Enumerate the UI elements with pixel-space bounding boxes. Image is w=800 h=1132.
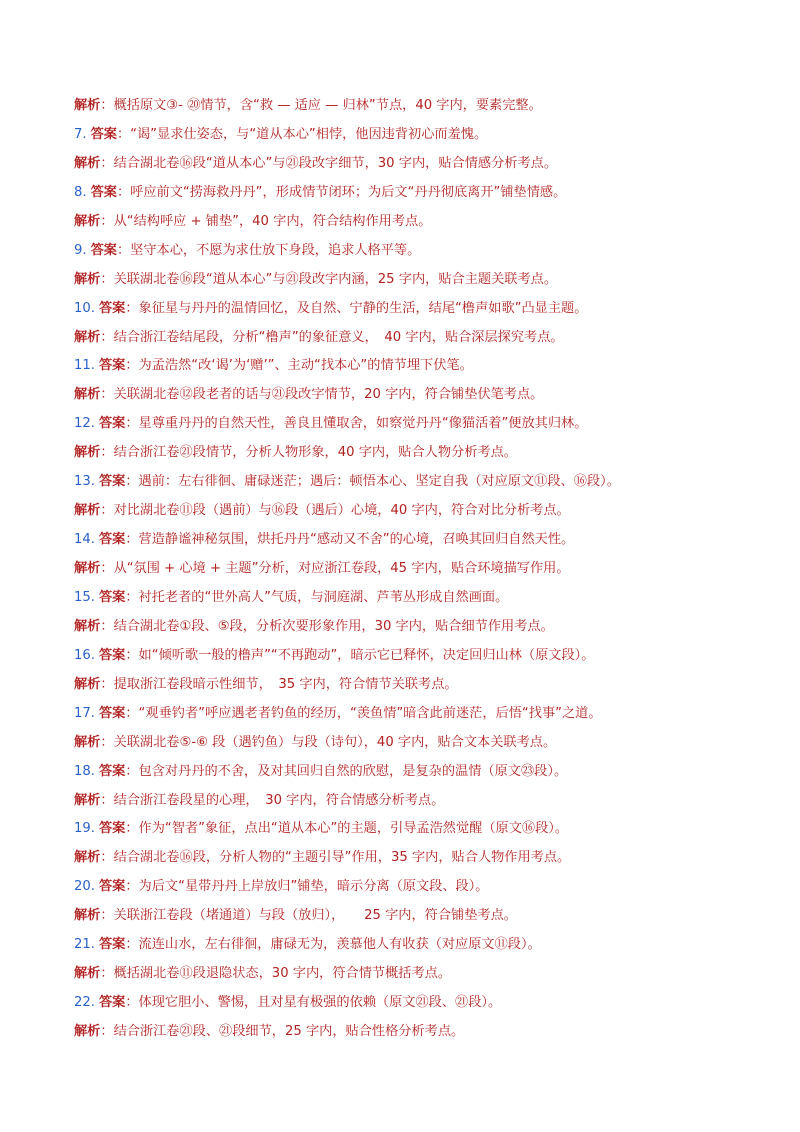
answer-line (74, 815, 764, 844)
analysis-line (74, 613, 764, 642)
line-text: 从“结构呼应 + 铺垫”，40 字内，符合结构作用考点。 (113, 213, 432, 229)
label-colon: ： (125, 763, 139, 779)
label-colon: ： (116, 126, 131, 142)
answer-label: 答案 (98, 995, 126, 1011)
question-number: 18. (74, 763, 95, 779)
answer-line (74, 295, 764, 324)
analysis-line (74, 497, 764, 526)
answer-line (74, 410, 764, 439)
question-number: 21. (74, 937, 95, 953)
analysis-line (74, 787, 764, 816)
label-colon: ： (100, 676, 114, 692)
analysis-line (74, 266, 764, 295)
analysis-line (74, 439, 764, 468)
analysis-label: 解析 (74, 966, 101, 982)
line-text: 呼应前文“捞海救丹丹”，形成情节闭环；为后文“丹丹彻底离开”铺垫情感。 (130, 184, 567, 200)
label-colon: ： (125, 416, 139, 432)
line-text: 营造静谧神秘氛围，烘托丹丹“感动又不舍”的心境，召唤其回归自然天性。 (138, 532, 575, 548)
answer-label: 答案 (98, 300, 126, 316)
answer-label: 答案 (98, 358, 126, 374)
answer-label: 答案 (90, 126, 117, 142)
label-colon: ： (100, 329, 114, 345)
analysis-line (74, 150, 764, 179)
answer-line (74, 642, 764, 671)
label-colon: ： (125, 705, 139, 721)
answer-label: 答案 (98, 647, 126, 663)
label-colon: ： (100, 98, 114, 113)
label-colon: ： (125, 937, 139, 953)
line-text: 结合湖北卷①段、⑤段，分析次要形象作用，30 字内，贴合细节作用考点。 (113, 618, 554, 634)
label-colon: ： (100, 387, 114, 403)
line-text: 结合浙江卷结尾段，分析“橹声”的象征意义， 40 字内，贴合深层探究考点。 (113, 329, 564, 345)
analysis-label: 解析 (74, 734, 101, 750)
line-text: 坚守本心，不愿为求仕放下身段，追求人格平等。 (130, 242, 421, 258)
label-colon: ： (116, 242, 131, 258)
analysis-line (74, 902, 764, 931)
line-text: 关联湖北卷⑤-⑥ 段（遇钓鱼）与段（诗句），40 字内，贴合文本关联考点。 (113, 734, 557, 750)
answer-line (74, 352, 764, 381)
answer-line (74, 931, 764, 960)
question-number: 17. (74, 705, 95, 721)
question-number: 7. (74, 126, 87, 142)
answer-label: 答案 (98, 937, 126, 953)
answer-line (74, 121, 764, 150)
line-text: 象征星与丹丹的温情回忆，及自然、宁静的生活，结尾“橹声如歌”凸显主题。 (138, 300, 588, 316)
label-colon: ： (100, 445, 114, 461)
label-colon: ： (100, 503, 114, 519)
analysis-line (74, 729, 764, 758)
answer-line (74, 758, 764, 787)
analysis-label: 解析 (74, 850, 101, 866)
label-colon: ： (100, 966, 114, 982)
question-number: 12. (74, 416, 95, 432)
label-colon: ： (100, 734, 114, 750)
line-text: 为后文“星带丹丹上岸放归”铺垫，暗示分离（原文段、段）。 (138, 879, 489, 895)
analysis-line (74, 671, 764, 700)
line-text: 体现它胆小、警惕，且对星有极强的依赖（原文㉑段、㉑段）。 (138, 995, 502, 1011)
answer-label: 答案 (98, 589, 126, 605)
analysis-label: 解析 (74, 908, 101, 924)
analysis-label: 解析 (74, 387, 101, 403)
line-text: 提取浙江卷段暗示性细节， 35 字内，符合情节关联考点。 (113, 676, 458, 692)
analysis-label: 解析 (74, 561, 101, 576)
label-colon: ： (100, 908, 114, 924)
line-text: 衬托老者的“世外高人”气质，与洞庭湖、芦苇丛形成自然画面。 (138, 589, 509, 605)
analysis-label: 解析 (74, 98, 101, 113)
line-text: 作为“智者”象征，点出“道从本心”的主题，引导孟浩然觉醒（原文⑯段）。 (138, 821, 569, 837)
line-text: 概括湖北卷⑪段退隐状态，30 字内，符合情节概括考点。 (113, 966, 452, 982)
analysis-line (74, 555, 764, 584)
line-text: 结合浙江卷㉑段、㉑段细节，25 字内，贴合性格分析考点。 (113, 1024, 465, 1039)
line-text: “谒”显求仕姿态，与“道从本心”相悖，他因违背初心而羞愧。 (130, 126, 488, 142)
analysis-label: 解析 (74, 1024, 101, 1039)
line-text: 结合浙江卷段星的心理， 30 字内，符合情感分析考点。 (113, 792, 445, 808)
line-text: 结合湖北卷⑯段，分析人物的“主题引导”作用，35 字内，贴合人物作用考点。 (113, 850, 571, 866)
line-text: 从“氛围 + 心境 + 主题”分析，对应浙江卷段，45 字内，贴合环境描写作用。 (113, 561, 570, 576)
line-text: 对比湖北卷⑪段（遇前）与⑯段（遇后）心境，40 字内，符合对比分析考点。 (113, 503, 570, 519)
analysis-label: 解析 (74, 213, 101, 229)
analysis-label: 解析 (74, 618, 101, 634)
question-number: 15. (74, 589, 95, 605)
label-colon: ： (100, 213, 114, 229)
analysis-label: 解析 (74, 155, 101, 171)
question-number: 8. (74, 184, 87, 200)
answer-label: 答案 (98, 763, 126, 779)
label-colon: ： (100, 618, 114, 634)
answer-label: 答案 (98, 821, 126, 837)
answer-label: 答案 (98, 474, 126, 490)
label-colon: ： (100, 1024, 114, 1039)
analysis-label: 解析 (74, 445, 101, 461)
answer-line (74, 526, 764, 555)
line-text: 关联湖北卷⑫段老者的话与㉑段改字情节，20 字内，符合铺垫伏笔考点。 (113, 387, 544, 403)
answer-label: 答案 (98, 705, 126, 721)
question-number: 11. (74, 358, 95, 374)
analysis-label: 解析 (74, 329, 101, 345)
answer-label: 答案 (98, 532, 126, 548)
label-colon: ： (125, 821, 139, 837)
line-text: “观垂钓者”呼应遇老者钓鱼的经历，“羡鱼情”暗含此前迷茫，后悟“找事”之道。 (138, 705, 602, 721)
answer-line (74, 989, 764, 1018)
label-colon: ： (116, 184, 131, 200)
label-colon: ： (100, 792, 114, 808)
analysis-label: 解析 (74, 503, 101, 519)
line-text: 流连山水，左右徘徊，庸碌无为，羡慕他人有收获（对应原文⑪段）。 (138, 937, 541, 953)
question-number: 10. (74, 300, 95, 316)
question-number: 9. (74, 242, 87, 258)
analysis-label: 解析 (74, 271, 101, 287)
question-number: 14. (74, 532, 95, 548)
line-text: 星尊重丹丹的自然天性，善良且懂取舍，如察觉丹丹“像猫活着”便放其归林。 (138, 416, 588, 432)
line-text: 概括原文③- ⑳情节，含“救 — 适应 — 归林”节点，40 字内，要素完整。 (113, 98, 542, 113)
line-text: 关联湖北卷⑯段“道从本心”与㉑段改字内涵，25 字内，贴合主题关联考点。 (113, 271, 558, 287)
label-colon: ： (100, 561, 114, 576)
question-number: 13. (74, 474, 95, 490)
label-colon: ： (100, 155, 114, 171)
label-colon: ： (125, 879, 139, 895)
analysis-line (74, 381, 764, 410)
line-text: 如“倾听歌一般的橹声”“不再跑动”，暗示它已释怀，决定回归山林（原文段）。 (138, 647, 595, 663)
line-text: 遇前：左右徘徊、庸碌迷茫；遇后：顿悟本心、坚定自我（对应原文⑪段、⑯段）。 (138, 474, 620, 490)
line-text: 包含对丹丹的不舍，及对其回归自然的欣慰，是复杂的温情（原文㉓段）。 (138, 763, 568, 779)
question-number: 22. (74, 995, 95, 1011)
answer-line (74, 873, 764, 902)
analysis-line (74, 844, 764, 873)
line-text: 结合浙江卷㉑段情节，分析人物形象，40 字内，贴合人物分析考点。 (113, 445, 517, 461)
label-colon: ： (125, 474, 139, 490)
label-colon: ： (100, 271, 114, 287)
answer-label: 答案 (90, 242, 117, 258)
label-colon: ： (100, 850, 114, 866)
label-colon: ： (125, 589, 139, 605)
analysis-line (74, 960, 764, 989)
label-colon: ： (125, 358, 139, 374)
analysis-line (74, 324, 764, 353)
answer-line (74, 584, 764, 613)
analysis-line (74, 208, 764, 237)
label-colon: ： (125, 300, 139, 316)
question-number: 19. (74, 821, 95, 837)
answer-line (74, 700, 764, 729)
analysis-label: 解析 (74, 792, 101, 808)
question-number: 20. (74, 879, 95, 895)
analysis-label: 解析 (74, 676, 101, 692)
analysis-line (74, 1018, 764, 1047)
question-number: 16. (74, 647, 95, 663)
answer-label: 答案 (90, 184, 117, 200)
analysis-line (74, 92, 764, 121)
answer-label: 答案 (98, 879, 126, 895)
answer-list (74, 92, 764, 1047)
line-text: 关联浙江卷段（堵通道）与段（放归）， 25 字内，符合铺垫考点。 (113, 908, 517, 924)
line-text: 为孟浩然“改‘谒’为‘赠’”、主动“找本心”的情节埋下伏笔。 (138, 358, 473, 374)
line-text: 结合湖北卷⑯段“道从本心”与㉑段改字细节，30 字内，贴合情感分析考点。 (113, 155, 558, 171)
label-colon: ： (125, 647, 139, 663)
answer-line (74, 179, 764, 208)
label-colon: ： (125, 532, 139, 548)
label-colon: ： (125, 995, 139, 1011)
answer-label: 答案 (98, 416, 126, 432)
answer-line (74, 237, 764, 266)
answer-line (74, 468, 764, 497)
